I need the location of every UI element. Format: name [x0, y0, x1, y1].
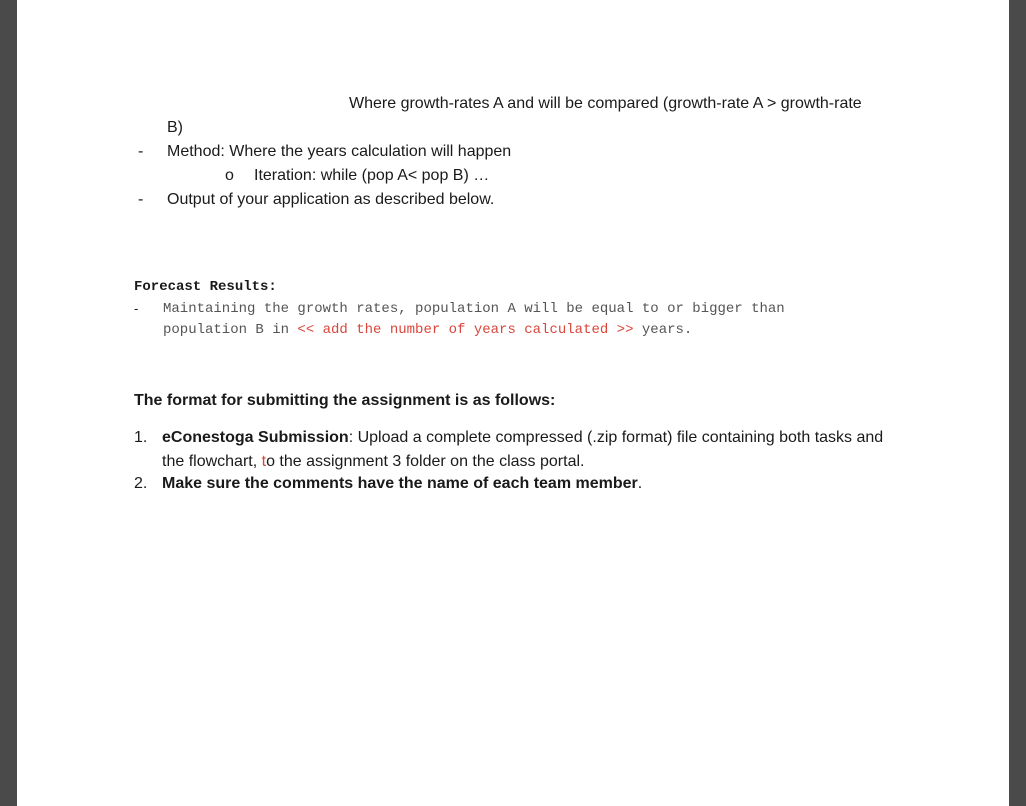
item-2-number: 2. [134, 475, 148, 492]
item-1-line-2-pre: the flowchart, [162, 453, 262, 470]
document-page [17, 0, 1009, 806]
item-1-rest: : Upload a complete compressed (.zip format) file containing both tasks and [348, 429, 884, 446]
item-1-bold: eConestoga Submission [162, 429, 349, 446]
item-1-number: 1. [134, 429, 148, 446]
forecast-line-2-pre: population B in [163, 322, 298, 338]
method-line: Method: Where the years calculation will happen [167, 143, 512, 160]
format-heading: The format for submitting the assignment is as follows: [134, 392, 556, 409]
item-2-line [162, 474, 642, 494]
item-1-line-2-post: o the assignment 3 folder on the class portal. [266, 453, 585, 470]
forecast-heading: Forecast Results: [134, 279, 277, 295]
forecast-line-1: Maintaining the growth rates, population A will be equal to or bigger than [163, 301, 785, 317]
item-2-bold: Make sure the comments have the name of each team member [162, 475, 638, 492]
bullet-dash: - [138, 191, 144, 208]
sub-bullet: o [225, 167, 234, 184]
item-1-line-1 [162, 428, 883, 448]
compare-line-cont: B) [167, 119, 183, 136]
iteration-line: Iteration: while (pop A< pop B) … [254, 167, 490, 184]
compare-line: Where growth-rates A and will be compared (growth-rate A > growth-rate [349, 95, 862, 112]
bullet-dash: - [138, 143, 144, 160]
item-1-red-letter: t [261, 453, 267, 470]
forecast-line-2 [163, 320, 692, 340]
item-2-end: . [637, 475, 643, 492]
forecast-line-2-post: years. [633, 322, 693, 338]
item-1-line-2 [162, 452, 584, 472]
bullet-dash: - [134, 301, 139, 316]
output-line: Output of your application as described below. [167, 191, 495, 208]
forecast-placeholder: << add the number of years calculated >> [297, 322, 634, 338]
